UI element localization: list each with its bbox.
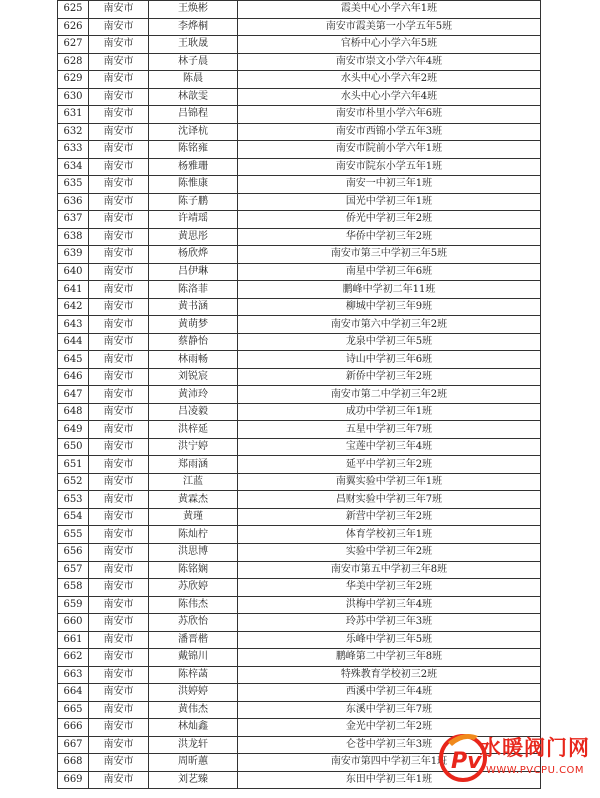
row-student-name: 苏欣怡 bbox=[149, 614, 238, 632]
row-number: 647 bbox=[58, 386, 89, 404]
row-city: 南安市 bbox=[89, 333, 149, 351]
table-row bbox=[58, 158, 541, 176]
row-student-name: 黄伟杰 bbox=[149, 701, 238, 719]
row-student-name: 蔡静怡 bbox=[149, 333, 238, 351]
row-number: 660 bbox=[58, 614, 89, 632]
row-student-name: 陈洛菲 bbox=[149, 281, 238, 299]
row-number: 654 bbox=[58, 508, 89, 526]
row-student-name: 潘晋楷 bbox=[149, 631, 238, 649]
row-school-class: 南安市院东小学五年1班 bbox=[238, 158, 541, 176]
row-number: 631 bbox=[58, 106, 89, 124]
row-school-class: 南安市院前小学六年1班 bbox=[238, 141, 541, 159]
table-row bbox=[58, 246, 541, 264]
row-number: 661 bbox=[58, 631, 89, 649]
row-number: 625 bbox=[58, 1, 89, 19]
table-row bbox=[58, 526, 541, 544]
row-school-class: 鹏峰第二中学初三年8班 bbox=[238, 649, 541, 667]
row-school-class: 南安市霞美第一小学五年5班 bbox=[238, 18, 541, 36]
row-number: 652 bbox=[58, 473, 89, 491]
table-row bbox=[58, 141, 541, 159]
row-student-name: 洪龙轩 bbox=[149, 736, 238, 754]
row-city: 南安市 bbox=[89, 754, 149, 772]
row-school-class: 水头中心小学六年4班 bbox=[238, 88, 541, 106]
row-city: 南安市 bbox=[89, 771, 149, 789]
row-school-class: 南安市崇文小学六年4班 bbox=[238, 53, 541, 71]
row-student-name: 黄霖杰 bbox=[149, 491, 238, 509]
row-number: 655 bbox=[58, 526, 89, 544]
row-student-name: 王耿晟 bbox=[149, 36, 238, 54]
watermark-text: 水暖阀门网 bbox=[480, 736, 590, 760]
row-city: 南安市 bbox=[89, 456, 149, 474]
table-row bbox=[58, 281, 541, 299]
row-city: 南安市 bbox=[89, 246, 149, 264]
row-city: 南安市 bbox=[89, 473, 149, 491]
row-number: 662 bbox=[58, 649, 89, 667]
row-student-name: 王焕彬 bbox=[149, 1, 238, 19]
row-student-name: 洪宁婷 bbox=[149, 438, 238, 456]
row-student-name: 许靖瑶 bbox=[149, 211, 238, 229]
row-student-name: 陈子鹏 bbox=[149, 193, 238, 211]
row-number: 638 bbox=[58, 228, 89, 246]
row-city: 南安市 bbox=[89, 316, 149, 334]
row-student-name: 陈铭雍 bbox=[149, 141, 238, 159]
row-number: 665 bbox=[58, 701, 89, 719]
row-city: 南安市 bbox=[89, 719, 149, 737]
table-row bbox=[58, 421, 541, 439]
row-school-class: 龙泉中学初三年5班 bbox=[238, 333, 541, 351]
table-row bbox=[58, 561, 541, 579]
row-student-name: 黄书涵 bbox=[149, 298, 238, 316]
row-school-class: 南翼实验中学初三年1班 bbox=[238, 473, 541, 491]
row-school-class: 南安市第五中学初三年8班 bbox=[238, 561, 541, 579]
row-school-class: 仑苍中学初三年3班 bbox=[238, 736, 541, 754]
row-number: 656 bbox=[58, 543, 89, 561]
row-school-class: 南安市朴里小学六年6班 bbox=[238, 106, 541, 124]
row-school-class: 霞美中心小学六年1班 bbox=[238, 1, 541, 19]
row-city: 南安市 bbox=[89, 123, 149, 141]
row-city: 南安市 bbox=[89, 36, 149, 54]
table-row bbox=[58, 228, 541, 246]
table-row bbox=[58, 333, 541, 351]
row-number: 668 bbox=[58, 754, 89, 772]
row-school-class: 洪梅中学初三年4班 bbox=[238, 596, 541, 614]
row-city: 南安市 bbox=[89, 403, 149, 421]
row-student-name: 杨雅珊 bbox=[149, 158, 238, 176]
table-row bbox=[58, 211, 541, 229]
table-row bbox=[58, 386, 541, 404]
row-city: 南安市 bbox=[89, 666, 149, 684]
row-city: 南安市 bbox=[89, 543, 149, 561]
row-city: 南安市 bbox=[89, 298, 149, 316]
row-number: 658 bbox=[58, 579, 89, 597]
row-city: 南安市 bbox=[89, 88, 149, 106]
row-number: 636 bbox=[58, 193, 89, 211]
row-city: 南安市 bbox=[89, 106, 149, 124]
row-student-name: 黄思彤 bbox=[149, 228, 238, 246]
row-student-name: 江蓝 bbox=[149, 473, 238, 491]
row-school-class: 南星中学初三年6班 bbox=[238, 263, 541, 281]
table-row bbox=[58, 368, 541, 386]
table-row bbox=[58, 543, 541, 561]
row-student-name: 林子晨 bbox=[149, 53, 238, 71]
row-city: 南安市 bbox=[89, 526, 149, 544]
row-number: 632 bbox=[58, 123, 89, 141]
row-school-class: 新营中学初三年2班 bbox=[238, 508, 541, 526]
row-city: 南安市 bbox=[89, 614, 149, 632]
row-student-name: 周昕蕙 bbox=[149, 754, 238, 772]
row-student-name: 戴锦川 bbox=[149, 649, 238, 667]
row-school-class: 体育学校初三年1班 bbox=[238, 526, 541, 544]
row-student-name: 陈灿柠 bbox=[149, 526, 238, 544]
row-number: 640 bbox=[58, 263, 89, 281]
row-school-class: 新侨中学初三年2班 bbox=[238, 368, 541, 386]
row-number: 642 bbox=[58, 298, 89, 316]
row-school-class: 华侨中学初三年2班 bbox=[238, 228, 541, 246]
row-number: 629 bbox=[58, 71, 89, 89]
table-row bbox=[58, 508, 541, 526]
row-school-class: 昌财实验中学初三年7班 bbox=[238, 491, 541, 509]
row-school-class: 成功中学初三年1班 bbox=[238, 403, 541, 421]
table-row bbox=[58, 684, 541, 702]
row-student-name: 洪思博 bbox=[149, 543, 238, 561]
row-student-name: 吕锦程 bbox=[149, 106, 238, 124]
row-number: 645 bbox=[58, 351, 89, 369]
row-city: 南安市 bbox=[89, 684, 149, 702]
table-row bbox=[58, 456, 541, 474]
row-number: 626 bbox=[58, 18, 89, 36]
row-school-class: 乐峰中学初三年5班 bbox=[238, 631, 541, 649]
row-student-name: 吕凌毅 bbox=[149, 403, 238, 421]
table-row bbox=[58, 106, 541, 124]
row-school-class: 南安市第四中学初三年1班 bbox=[238, 754, 541, 772]
row-city: 南安市 bbox=[89, 508, 149, 526]
table-row bbox=[58, 403, 541, 421]
row-city: 南安市 bbox=[89, 71, 149, 89]
row-school-class: 华美中学初三年2班 bbox=[238, 579, 541, 597]
row-number: 666 bbox=[58, 719, 89, 737]
table-row bbox=[58, 579, 541, 597]
row-student-name: 洪婷婷 bbox=[149, 684, 238, 702]
row-city: 南安市 bbox=[89, 561, 149, 579]
table-row bbox=[58, 614, 541, 632]
row-number: 648 bbox=[58, 403, 89, 421]
row-student-name: 李烨桐 bbox=[149, 18, 238, 36]
row-school-class: 金光中学初二年2班 bbox=[238, 719, 541, 737]
row-city: 南安市 bbox=[89, 579, 149, 597]
row-school-class: 南安一中初三年1班 bbox=[238, 176, 541, 194]
table-row bbox=[58, 596, 541, 614]
table-row bbox=[58, 176, 541, 194]
row-school-class: 宝莲中学初三年4班 bbox=[238, 438, 541, 456]
row-city: 南安市 bbox=[89, 18, 149, 36]
row-school-class: 诗山中学初三年6班 bbox=[238, 351, 541, 369]
row-city: 南安市 bbox=[89, 141, 149, 159]
row-number: 669 bbox=[58, 771, 89, 789]
row-number: 627 bbox=[58, 36, 89, 54]
row-number: 649 bbox=[58, 421, 89, 439]
row-number: 653 bbox=[58, 491, 89, 509]
row-school-class: 五星中学初三年7班 bbox=[238, 421, 541, 439]
row-city: 南安市 bbox=[89, 193, 149, 211]
row-student-name: 陈铭娴 bbox=[149, 561, 238, 579]
student-roster-table bbox=[57, 0, 541, 789]
row-city: 南安市 bbox=[89, 1, 149, 19]
row-student-name: 黄沛玲 bbox=[149, 386, 238, 404]
row-student-name: 刘艺臻 bbox=[149, 771, 238, 789]
row-student-name: 陈伟杰 bbox=[149, 596, 238, 614]
table-row bbox=[58, 701, 541, 719]
table-row bbox=[58, 193, 541, 211]
row-student-name: 陈惟康 bbox=[149, 176, 238, 194]
table-row bbox=[58, 491, 541, 509]
row-city: 南安市 bbox=[89, 53, 149, 71]
row-school-class: 南安市第六中学初三年2班 bbox=[238, 316, 541, 334]
row-city: 南安市 bbox=[89, 421, 149, 439]
row-city: 南安市 bbox=[89, 649, 149, 667]
row-student-name: 郑雨涵 bbox=[149, 456, 238, 474]
table-row bbox=[58, 123, 541, 141]
row-city: 南安市 bbox=[89, 736, 149, 754]
row-school-class: 柳城中学初三年9班 bbox=[238, 298, 541, 316]
table-row bbox=[58, 351, 541, 369]
row-city: 南安市 bbox=[89, 368, 149, 386]
row-student-name: 黄瑾 bbox=[149, 508, 238, 526]
row-number: 643 bbox=[58, 316, 89, 334]
row-student-name: 林灿鑫 bbox=[149, 719, 238, 737]
row-student-name: 黄萌梦 bbox=[149, 316, 238, 334]
row-number: 646 bbox=[58, 368, 89, 386]
row-city: 南安市 bbox=[89, 701, 149, 719]
row-student-name: 林歆雯 bbox=[149, 88, 238, 106]
row-student-name: 林雨畅 bbox=[149, 351, 238, 369]
row-number: 664 bbox=[58, 684, 89, 702]
row-city: 南安市 bbox=[89, 631, 149, 649]
row-school-class: 侨光中学初三年2班 bbox=[238, 211, 541, 229]
row-school-class: 国光中学初三年1班 bbox=[238, 193, 541, 211]
row-school-class: 南安市西锦小学五年3班 bbox=[238, 123, 541, 141]
row-number: 634 bbox=[58, 158, 89, 176]
table-row bbox=[58, 631, 541, 649]
row-student-name: 刘锐宸 bbox=[149, 368, 238, 386]
row-city: 南安市 bbox=[89, 281, 149, 299]
row-number: 650 bbox=[58, 438, 89, 456]
row-city: 南安市 bbox=[89, 596, 149, 614]
row-number: 657 bbox=[58, 561, 89, 579]
row-school-class: 西溪中学初三年4班 bbox=[238, 684, 541, 702]
row-city: 南安市 bbox=[89, 228, 149, 246]
row-number: 641 bbox=[58, 281, 89, 299]
row-number: 635 bbox=[58, 176, 89, 194]
table-row bbox=[58, 18, 541, 36]
row-city: 南安市 bbox=[89, 176, 149, 194]
watermark-url: WWW.PVCPU.COM bbox=[486, 765, 585, 776]
row-city: 南安市 bbox=[89, 386, 149, 404]
table-row bbox=[58, 473, 541, 491]
row-city: 南安市 bbox=[89, 263, 149, 281]
row-student-name: 陈晨 bbox=[149, 71, 238, 89]
row-student-name: 苏欣婷 bbox=[149, 579, 238, 597]
row-city: 南安市 bbox=[89, 351, 149, 369]
row-student-name: 杨欣烨 bbox=[149, 246, 238, 264]
roster-body bbox=[58, 1, 541, 789]
row-city: 南安市 bbox=[89, 158, 149, 176]
row-number: 659 bbox=[58, 596, 89, 614]
row-number: 633 bbox=[58, 141, 89, 159]
table-row bbox=[58, 53, 541, 71]
row-city: 南安市 bbox=[89, 211, 149, 229]
row-number: 667 bbox=[58, 736, 89, 754]
table-row bbox=[58, 298, 541, 316]
row-number: 651 bbox=[58, 456, 89, 474]
row-number: 644 bbox=[58, 333, 89, 351]
row-student-name: 沈译杭 bbox=[149, 123, 238, 141]
table-row bbox=[58, 438, 541, 456]
row-number: 628 bbox=[58, 53, 89, 71]
row-school-class: 特殊教育学校初三2班 bbox=[238, 666, 541, 684]
row-number: 630 bbox=[58, 88, 89, 106]
row-city: 南安市 bbox=[89, 491, 149, 509]
row-school-class: 东溪中学初三年7班 bbox=[238, 701, 541, 719]
table-row bbox=[58, 88, 541, 106]
row-school-class: 水头中心小学六年2班 bbox=[238, 71, 541, 89]
row-number: 637 bbox=[58, 211, 89, 229]
row-school-class: 玲苏中学初三年3班 bbox=[238, 614, 541, 632]
table-row bbox=[58, 649, 541, 667]
row-school-class: 延平中学初三年2班 bbox=[238, 456, 541, 474]
watermark bbox=[438, 722, 598, 792]
table-row bbox=[58, 36, 541, 54]
row-school-class: 东田中学初三年1班 bbox=[238, 771, 541, 789]
row-school-class: 南安市第三中学初三年5班 bbox=[238, 246, 541, 264]
row-student-name: 吕伊琳 bbox=[149, 263, 238, 281]
table-row bbox=[58, 1, 541, 19]
row-number: 639 bbox=[58, 246, 89, 264]
row-school-class: 实验中学初三年2班 bbox=[238, 543, 541, 561]
row-school-class: 官桥中心小学六年5班 bbox=[238, 36, 541, 54]
table-row bbox=[58, 666, 541, 684]
table-row bbox=[58, 316, 541, 334]
table-row bbox=[58, 71, 541, 89]
row-number: 663 bbox=[58, 666, 89, 684]
svg-text:Pv: Pv bbox=[451, 749, 482, 774]
row-school-class: 南安市第二中学初三年2班 bbox=[238, 386, 541, 404]
table-row bbox=[58, 263, 541, 281]
row-city: 南安市 bbox=[89, 438, 149, 456]
row-school-class: 鹏峰中学初二年11班 bbox=[238, 281, 541, 299]
row-student-name: 陈梓菡 bbox=[149, 666, 238, 684]
row-student-name: 洪梓延 bbox=[149, 421, 238, 439]
